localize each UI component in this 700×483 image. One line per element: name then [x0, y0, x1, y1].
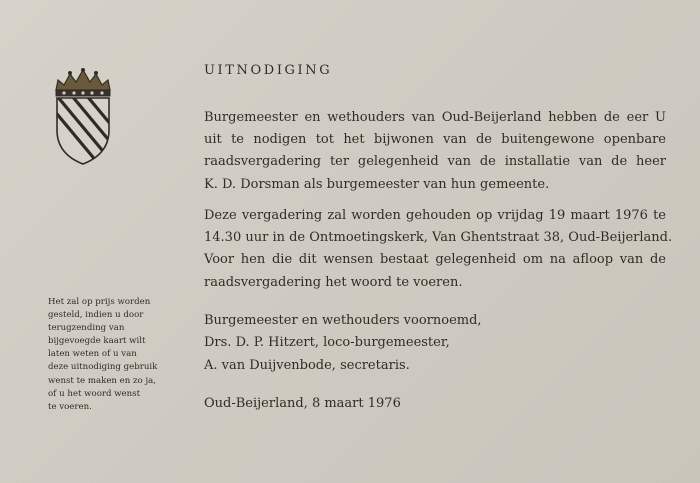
signature-line: Burgemeester en wethouders voornoemd, [204, 313, 482, 328]
side-note-line: gesteld, indien u door [48, 310, 144, 321]
date-line: Oud-Beijerland, 8 maart 1976 [204, 396, 401, 411]
side-note [48, 296, 176, 414]
invitation-line: Burgemeester en wethouders van Oud-Beijerland hebben de eer U [204, 110, 666, 125]
invitation-line: uit te nodigen tot het bijwonen van de buitengewone openbare [204, 132, 666, 148]
details-line: Voor hen die dit wensen bestaat gelegenheid om na afloop van de [204, 252, 666, 268]
details-line: Deze vergadering zal worden gehouden op vrijdag 19 maart 1976 te [204, 208, 666, 223]
invitation-paragraph [204, 107, 666, 196]
signature-line: Drs. D. P. Hitzert, loco-burgemeester, [204, 335, 450, 351]
details-line: 14.30 uur in de Ontmoetingskerk, Van Ghentstraat 38, Oud-Beijerland. [204, 230, 673, 246]
meeting-details-paragraph [204, 205, 673, 294]
side-note-line: terugzending van [48, 323, 125, 334]
invitation-line: raadsvergadering ter gelegenheid van de installatie van de heer [204, 154, 666, 170]
side-note-line: bijgevoegde kaart wilt [48, 336, 146, 347]
side-note-line: deze uitnodiging gebruik [48, 362, 158, 373]
invitation-line: K. D. Dorsman als burgemeester van hun gemeente. [204, 176, 550, 192]
invitation-heading: UITNODIGING [204, 63, 333, 78]
side-note-line: Het zal op prijs worden [48, 297, 151, 307]
side-note-line: wenst te maken en zo ja, [48, 375, 156, 386]
side-note-line: of u het woord wenst [48, 388, 141, 399]
details-line: raadsvergadering het woord te voeren. [204, 274, 463, 290]
signature-line: A. van Duijvenbode, secretaris. [204, 357, 410, 373]
signature-block [204, 310, 482, 377]
side-note-line: laten weten of u van [48, 349, 137, 360]
side-note-line: te voeren. [48, 401, 92, 412]
coat-of-arms-icon [52, 68, 114, 166]
